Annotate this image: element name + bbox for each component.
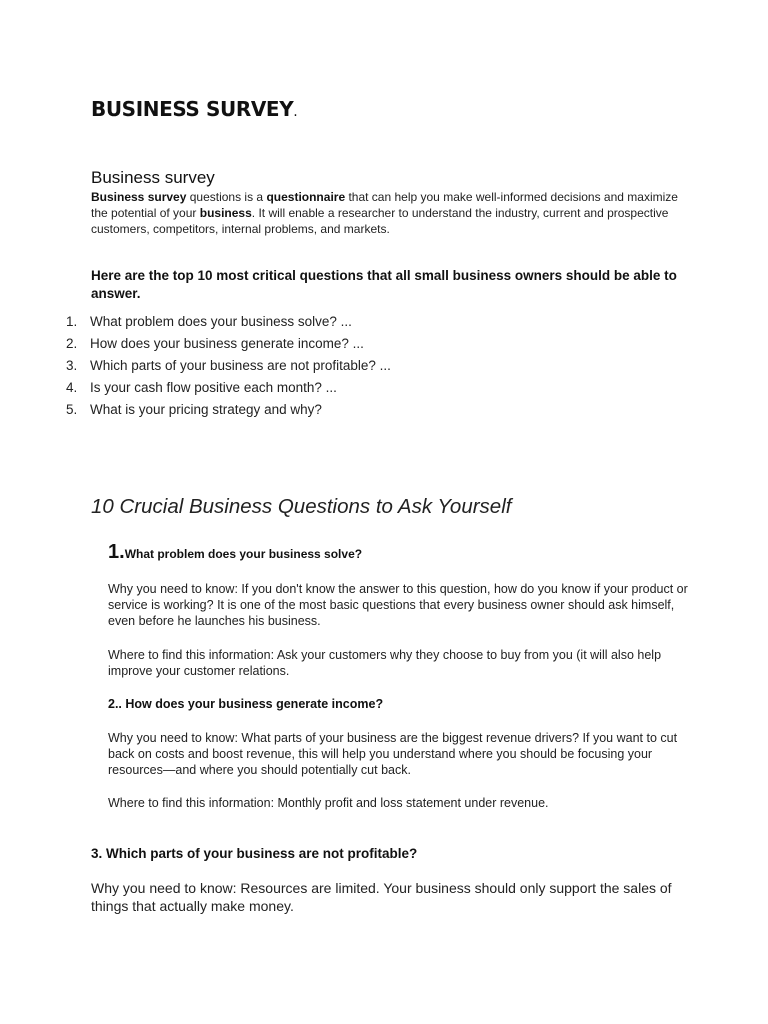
list-item-number: 3. — [66, 358, 78, 373]
list-item-number: 1. — [66, 314, 78, 329]
intro-paragraph — [91, 189, 691, 237]
list-item-text: What is your pricing strategy and why? — [90, 402, 322, 417]
list-item — [66, 357, 686, 379]
list-item-number: 5. — [66, 402, 78, 417]
list-item — [66, 401, 686, 423]
list-item-text: How does your business generate income? ... — [90, 336, 364, 351]
list-item-text: What problem does your business solve? ... — [90, 314, 352, 329]
intro-text: that can help you make well-informed decisions and maximize the potential of your — [91, 190, 678, 220]
question-list — [66, 313, 686, 423]
document-title-dot: . — [293, 104, 298, 120]
question-3-heading: 3. Which parts of your business are not profitable? — [91, 846, 418, 861]
question-2-heading: 2.. How does your business generate income? — [108, 697, 384, 711]
question-1-where: Where to find this information: Ask your customers why they choose to buy from you (it will also help improve your customer relations. — [108, 648, 662, 678]
question-2-why: Why you need to know: What parts of your business are the biggest revenue drivers? If you want to cut back on costs and boost revenue, this will help you understand where you should be focusing your resources—and where you should potentially cut back. — [108, 731, 678, 777]
intro-bold-term: Business survey — [91, 190, 187, 204]
question-3-why: Why you need to know: Resources are limited. Your business should only support the sales of things that actually make money. — [91, 880, 672, 914]
list-item-text: Is your cash flow positive each month? ... — [90, 380, 337, 395]
list-item — [66, 313, 686, 335]
section-title: 10 Crucial Business Questions to Ask Yourself — [91, 495, 512, 518]
question-1-title: What problem does your business solve? — [124, 547, 363, 561]
intro-text: . It will enable a researcher to understand the industry, current and prospective customers, competitors, internal problems, and markets. — [91, 206, 669, 236]
document-title-text: BUSINESS SURVEY — [91, 97, 294, 121]
intro-bold-term: business — [199, 206, 252, 220]
question-2-where: Where to find this information: Monthly profit and loss statement under revenue. — [108, 796, 549, 810]
section-subtitle: Business survey — [91, 168, 215, 187]
question-1-why: Why you need to know: If you don't know the answer to this question, how do you know if your product or service is working? It is one of the most basic questions that every business owner should ask himself, even before he launches his business. — [108, 582, 688, 628]
list-item — [66, 379, 686, 401]
question-1-heading — [108, 541, 362, 564]
intro-bold-term: questionnaire — [266, 190, 346, 204]
top10-heading: Here are the top 10 most critical questions that all small business owners should be able to answer. — [91, 268, 677, 301]
intro-text: questions is a — [186, 190, 267, 204]
list-item-number: 2. — [66, 336, 78, 351]
list-item-number: 4. — [66, 380, 78, 395]
question-1-number: 1. — [108, 541, 125, 563]
list-item-text: Which parts of your business are not profitable? ... — [90, 358, 391, 373]
list-item — [66, 335, 686, 357]
document-title — [91, 97, 297, 121]
